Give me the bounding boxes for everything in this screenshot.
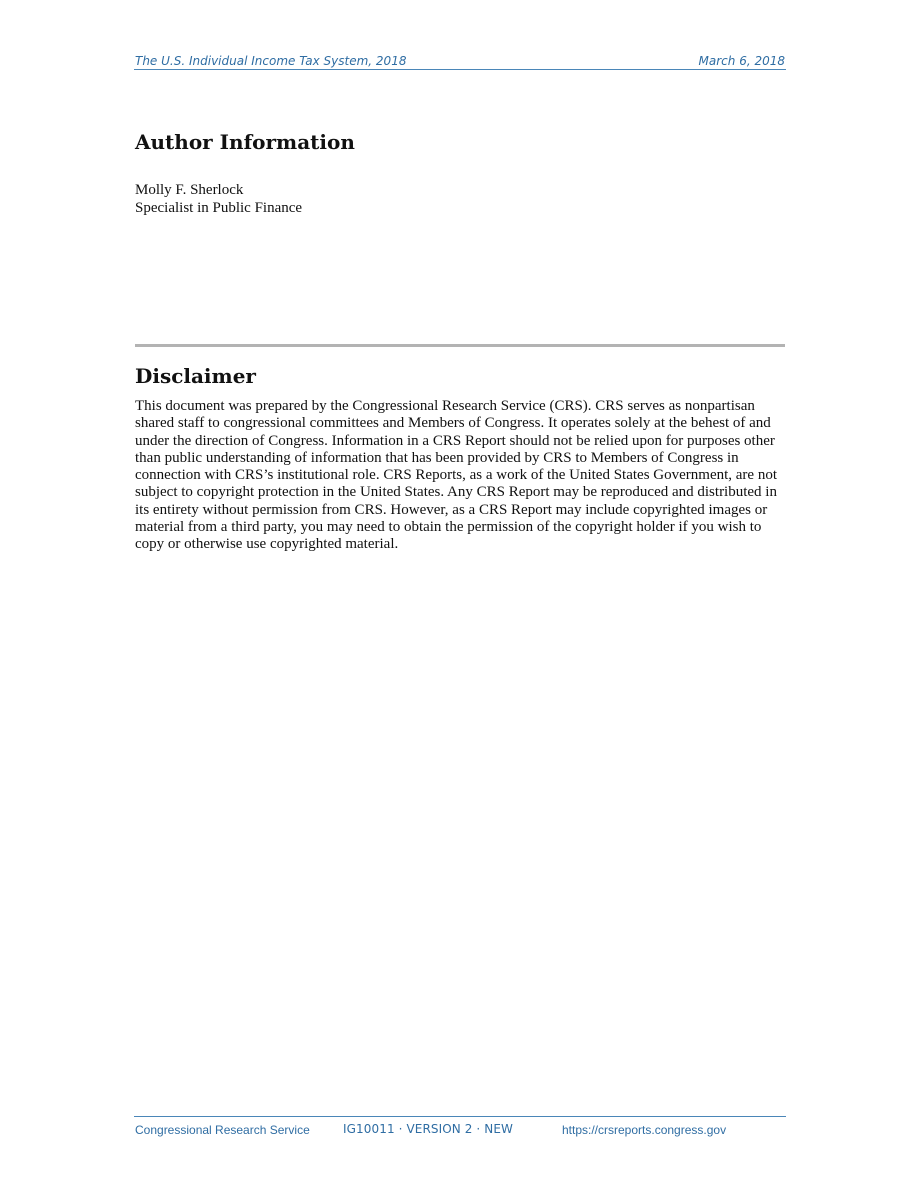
author-block [135, 182, 302, 217]
footer-organization: Congressional Research Service [135, 1123, 310, 1137]
section-divider [135, 344, 785, 347]
author-name: Molly F. Sherlock [135, 182, 244, 198]
page-header [134, 52, 786, 70]
disclaimer-heading: Disclaimer [135, 364, 256, 388]
footer-report-id: IG10011 · VERSION 2 · NEW [343, 1122, 513, 1136]
page-footer [134, 1116, 786, 1141]
author-role: Specialist in Public Finance [135, 199, 303, 216]
header-title: The U.S. Individual Income Tax System, 2018 [135, 54, 407, 68]
disclaimer-text: This document was prepared by the Congressional Research Service (CRS). CRS serves as nonpartisan shared staff to congressional committees and Members of Congress. It operates solely at the behest of and under the direction of Congress. Information in a CRS Report should not be relied upon for purposes other than public understanding of information that has been provided by CRS to Members of Congress in connection with CRS’s institutional role. CRS Reports, as a work of the United States Government, are not subject to copyright protection in the United States. Any CRS Report may be reproduced and distributed in its entirety without permission from CRS. However, as a CRS Report may include copyrighted images or material from a third party, you may need to obtain the permission of the copyright holder if you wish to copy or otherwise use copyrighted material. [135, 398, 777, 553]
author-information-heading: Author Information [135, 130, 355, 154]
header-date: March 6, 2018 [698, 54, 785, 68]
footer-url[interactable]: https://crsreports.congress.gov [562, 1123, 727, 1137]
